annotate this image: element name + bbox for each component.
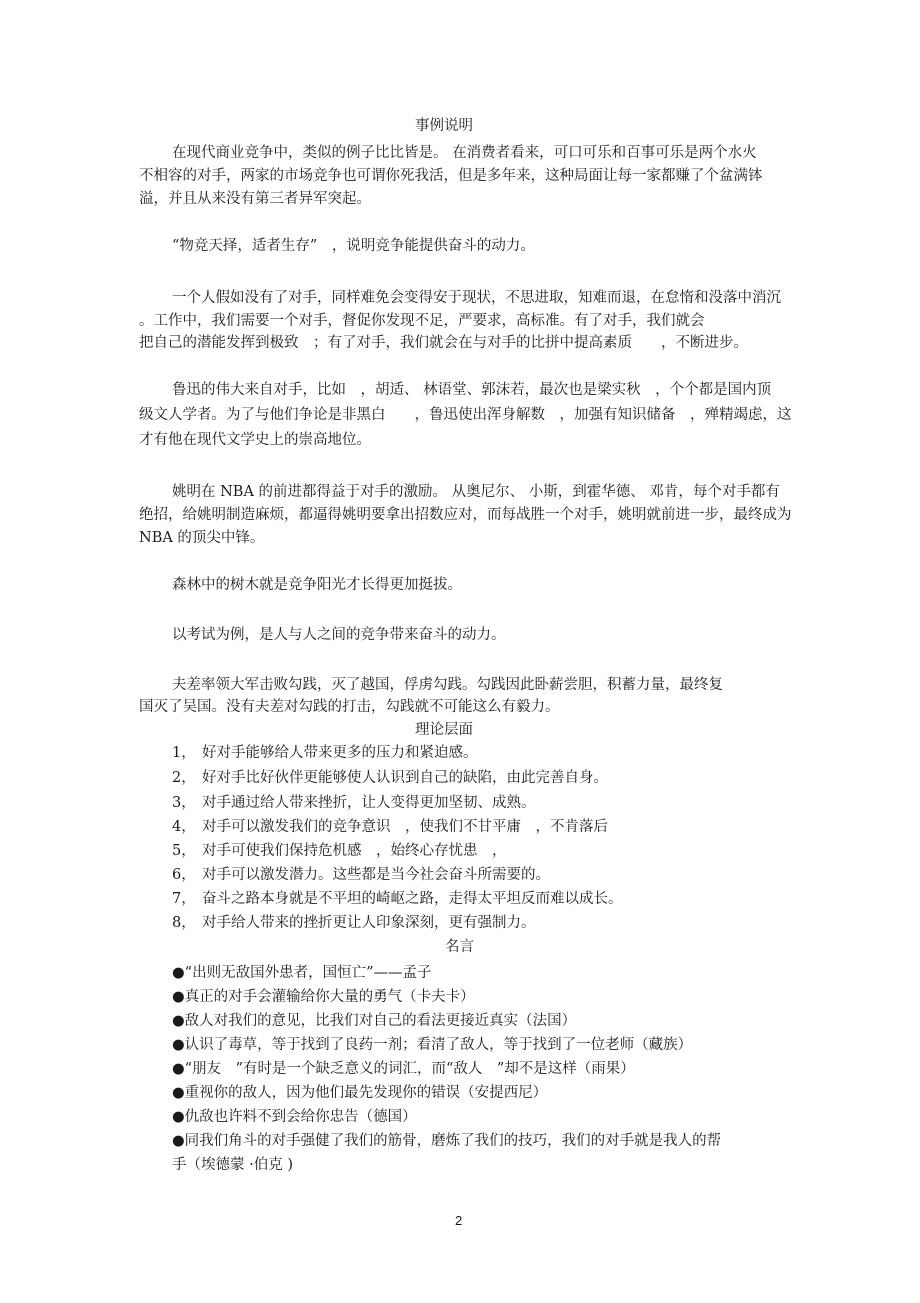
case-paragraph-1-line-1: 在现代商业竞争中，类似的例子比比皆是。 在消费者看来，可口可乐和百事可乐是两个水火 xyxy=(172,145,757,161)
theory-item-text: 好对手能够给人带来更多的压力和紧迫感。 xyxy=(202,745,478,761)
theory-item xyxy=(172,768,608,788)
quote-text: 同我们角斗的对手强健了我们的筋骨，磨炼了我们的技巧，我们的对手就是我人的帮 xyxy=(184,1133,722,1149)
bullet-icon: ● xyxy=(172,1085,185,1101)
theory-heading: 理论层面 xyxy=(415,722,473,738)
theory-item-text: 好对手比好伙伴更能够使人认识到自己的缺陷，由此完善自身。 xyxy=(202,770,608,786)
case-paragraph-4-line-2: 级文人学者。为了与他们争论是非黑白 ，鲁迅使出浑身解数 ，加强有知识储备 ，殚精竭虑，这 xyxy=(139,407,792,423)
theory-item-text: 对手可以激发我们的竞争意识 ，使我们不甘平庸 ，不肯落后 xyxy=(202,819,608,835)
quote-item xyxy=(172,1107,417,1127)
bullet-icon: ● xyxy=(172,1037,185,1053)
bullet-icon: ● xyxy=(172,965,185,981)
theory-item-text: 对手可使我们保持危机感 ，始终心存忧患 ， xyxy=(202,843,507,859)
page-number: 2 xyxy=(455,1213,463,1228)
case-paragraph-3-line-3: 把自己的潜能发挥到极致 ；有了对手，我们就会在与对手的比拼中提高素质 ，不断进步。 xyxy=(139,335,748,351)
case-paragraph-5-line-1: 姚明在 NBA 的前进都得益于对手的激励。 从奥尼尔、 小斯，到霍华德、 邓肯，每个对手都有 xyxy=(172,484,780,500)
case-paragraph-8-line-2: 国灭了吴国。没有夫差对勾践的打击，勾践就不可能这么有毅力。 xyxy=(139,699,560,715)
quote-item xyxy=(172,1083,547,1103)
theory-item xyxy=(172,913,536,933)
case-paragraph-4-line-3: 才有他在现代文学史上的崇高地位。 xyxy=(139,432,371,448)
case-paragraph-5-line-3: NBA 的顶尖中锋。 xyxy=(139,530,265,546)
theory-item-text: 对手可以激发潜力。这些都是当今社会奋斗所需要的。 xyxy=(202,867,550,883)
bullet-icon: ● xyxy=(172,1109,185,1125)
theory-item xyxy=(172,817,608,837)
theory-item xyxy=(172,793,536,813)
quote-item xyxy=(172,1035,692,1055)
bullet-icon: ● xyxy=(172,1133,185,1149)
theory-item-text: 对手通过给人带来挫折，让人变得更加坚韧、成熟。 xyxy=(202,795,536,811)
quote-item xyxy=(172,987,475,1007)
quote-text: 真正的对手会灌输给你大量的勇气（卡夫卡） xyxy=(184,989,475,1005)
bullet-icon: ● xyxy=(172,1013,185,1029)
case-paragraph-3-line-2: 。工作中，我们需要一个对手，督促你发现不足，严要求，高标准。有了对手，我们就会 xyxy=(139,313,705,329)
theory-item-number: 3， xyxy=(172,795,196,811)
quote-text: “朋友 ”有时是一个缺乏意义的词汇，而“敌人 ”却不是这样（雨果） xyxy=(184,1061,635,1077)
cases-heading: 事例说明 xyxy=(415,118,473,134)
case-paragraph-3-line-1: 一个人假如没有了对手，同样难免会变得安于现状，不思进取，知难而退，在怠惰和没落中消沉 xyxy=(172,290,781,306)
quote-text: 重视你的敌人，因为他们最先发现你的错误（安提西尼） xyxy=(184,1085,548,1101)
theory-item-number: 1， xyxy=(172,745,196,761)
theory-item xyxy=(172,743,478,763)
theory-item-number: 4， xyxy=(172,819,196,835)
case-paragraph-7: 以考试为例，是人与人之间的竞争带来奋斗的动力。 xyxy=(172,627,506,643)
theory-item xyxy=(172,841,507,861)
bullet-icon: ● xyxy=(172,1061,185,1077)
case-paragraph-1-line-3: 溢，并且从来没有第三者异军突起。 xyxy=(139,191,371,207)
theory-item-number: 8， xyxy=(172,915,196,931)
theory-item xyxy=(172,865,550,885)
quote-item xyxy=(172,1011,576,1031)
case-paragraph-1-line-2: 不相容的对手，两家的市场竞争也可谓你死我活，但是多年来，这种局面让每一家都赚了个盆满钵 xyxy=(139,168,763,184)
quote-continuation: 手（埃德蒙 ·伯克 ) xyxy=(172,1157,293,1173)
quote-item xyxy=(172,963,431,983)
theory-item-text: 对手给人带来的挫折更让人印象深刻，更有强制力。 xyxy=(202,915,536,931)
case-paragraph-8-line-1: 夫差率领大军击败勾践，灭了越国，俘虏勾践。勾践因此卧薪尝胆，积蓄力量，最终复 xyxy=(172,677,723,693)
case-paragraph-2: “物竞天择，适者生存” ，说明竞争能提供奋斗的动力。 xyxy=(172,238,535,254)
quote-text: 认识了毒草，等于找到了良药一剂；看清了敌人，等于找到了一位老师（藏族） xyxy=(184,1037,693,1053)
quote-item xyxy=(172,1131,721,1151)
quote-item xyxy=(172,1059,635,1079)
quote-text: “出则无敌国外患者，国恒亡”——孟子 xyxy=(184,965,432,981)
theory-item-number: 5， xyxy=(172,843,196,859)
quote-text: 敌人对我们的意见，比我们对自己的看法更接近真实（法国） xyxy=(184,1013,577,1029)
bullet-icon: ● xyxy=(172,989,185,1005)
case-paragraph-5-line-2: 绝招，给姚明制造麻烦，都逼得姚明要拿出招数应对，而每战胜一个对手，姚明就前进一步，最终成为 xyxy=(139,507,792,523)
quotes-heading: 名言 xyxy=(445,939,474,955)
theory-item-number: 7， xyxy=(172,891,196,907)
theory-item-text: 奋斗之路本身就是不平坦的崎岖之路，走得太平坦反而难以成长。 xyxy=(202,891,623,907)
case-paragraph-6: 森林中的树木就是竞争阳光才长得更加挺拔。 xyxy=(172,577,462,593)
quote-text: 仇敌也许料不到会给你忠告（德国） xyxy=(184,1109,417,1125)
theory-item-number: 2， xyxy=(172,770,196,786)
theory-item xyxy=(172,889,623,909)
theory-item-number: 6， xyxy=(172,867,196,883)
case-paragraph-4-line-1: 鲁迅的伟大来自对手，比如 ，胡适、 林语堂、郭沫若，最次也是梁实秋 ，个个都是国内顶 xyxy=(172,382,772,398)
